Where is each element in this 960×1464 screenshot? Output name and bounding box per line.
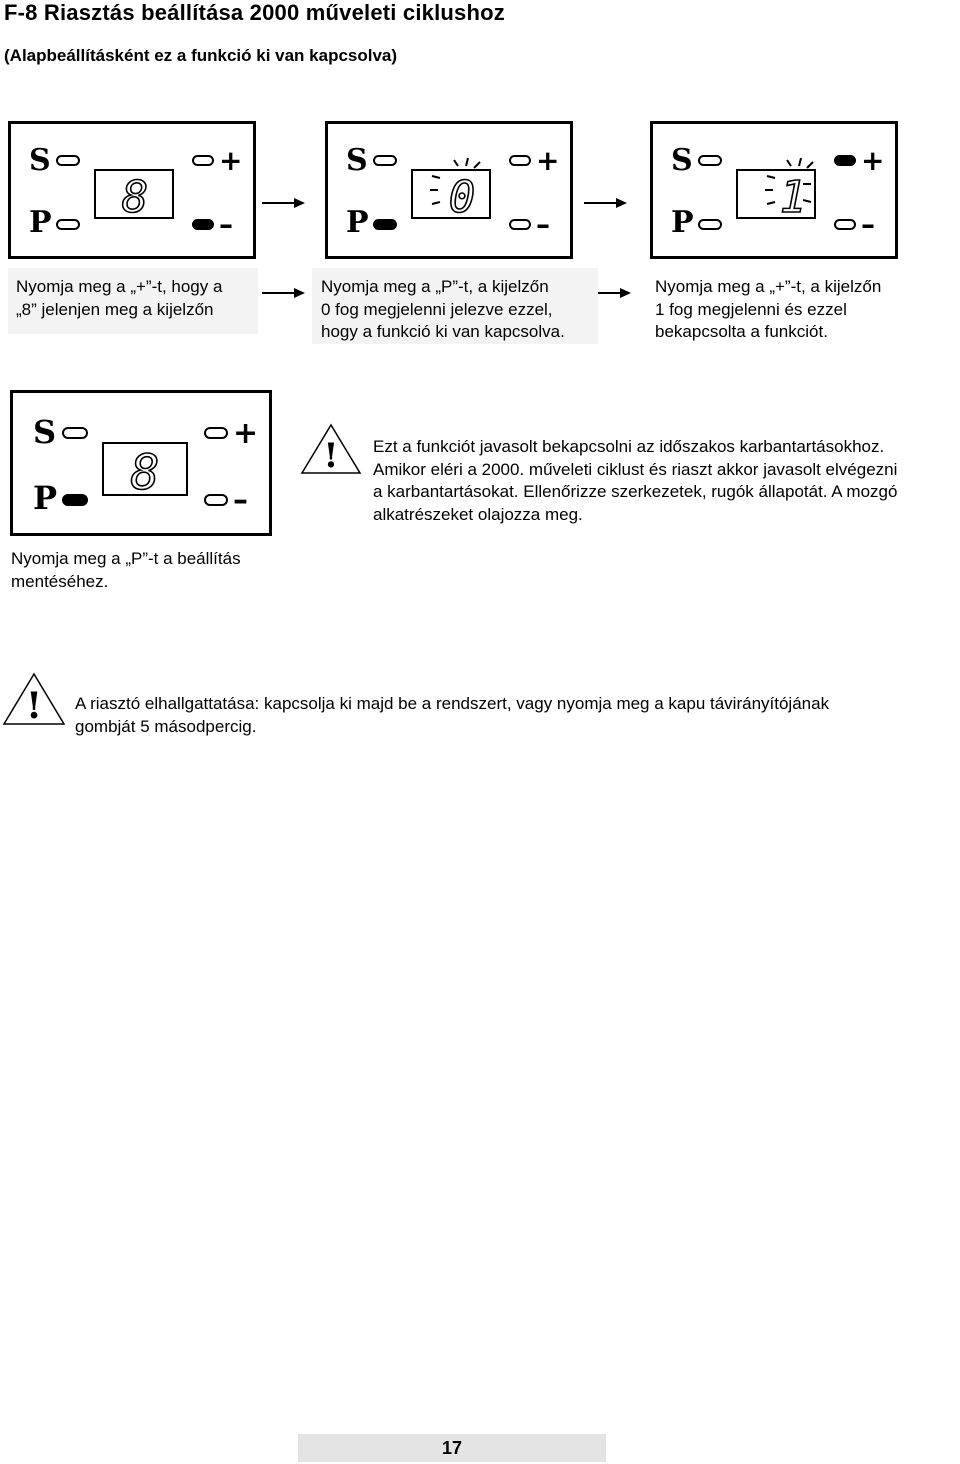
display-panel-1 <box>8 121 256 259</box>
s-button-label: S <box>33 413 57 451</box>
caption-3 <box>655 276 881 344</box>
p-button-label: P <box>33 479 58 517</box>
plus-button-label: + <box>219 144 243 177</box>
s-indicator-led <box>699 156 721 165</box>
p-indicator-led <box>57 220 79 229</box>
minus-indicator-led <box>193 220 213 229</box>
caption-line: Nyomja meg a „P”-t a beállítás <box>11 549 241 568</box>
display-digit: 1 <box>779 172 807 223</box>
p-indicator-led <box>699 220 721 229</box>
minus-indicator-led <box>205 495 227 505</box>
display-digit: 8 <box>130 445 160 501</box>
p-indicator-led <box>374 220 396 229</box>
minus-indicator-led <box>510 220 530 229</box>
caption-line: Nyomja meg a „+”-t, a kijelzőn <box>655 277 882 296</box>
note-line: gombját 5 másodpercig. <box>75 716 257 736</box>
warning-triangle-icon <box>300 423 362 475</box>
note-line: A riasztó elhallgattatása: kapcsolja ki majd be a rendszert, vagy nyomja meg a kapu távirányítójának <box>75 694 830 713</box>
caption-line: hogy a funkció ki van kapcsolva. <box>321 322 565 341</box>
display-panel-2 <box>325 121 573 259</box>
minus-button-label: – <box>219 208 233 241</box>
svg-text:!: ! <box>323 436 339 475</box>
s-indicator-led <box>63 428 87 438</box>
p-button-label: P <box>671 205 694 240</box>
plus-button-label: + <box>536 144 560 177</box>
svg-text:!: ! <box>26 685 42 726</box>
caption-line: mentéséhez. <box>11 571 109 591</box>
note-line: alkatrészeket olajozza meg. <box>373 504 583 524</box>
p-button-label: P <box>346 205 369 240</box>
s-indicator-led <box>374 156 396 165</box>
caption-1 <box>16 276 222 321</box>
plus-indicator-led <box>510 156 530 165</box>
arrow-right-icon <box>262 286 306 300</box>
display-digit: 8 <box>121 172 149 223</box>
caption-2 <box>321 276 565 344</box>
p-button-label: P <box>29 205 52 240</box>
caption-line: Nyomja meg a „P”-t, a kijelzőn <box>321 277 549 296</box>
note-line: Ezt a funkciót javasolt bekapcsolni az időszakos karbantartásokhoz. <box>373 437 885 456</box>
warning-note-1 <box>373 436 897 526</box>
caption-line: Nyomja meg a „+”-t, hogy a <box>16 277 223 296</box>
s-button-label: S <box>29 143 51 178</box>
display-panel-4 <box>10 390 272 536</box>
minus-button-label: – <box>536 208 550 241</box>
caption-line: bekapcsolta a funkciót. <box>655 322 828 341</box>
warning-triangle-icon <box>2 672 66 726</box>
s-indicator-led <box>57 156 79 165</box>
plus-button-label: + <box>861 144 885 177</box>
plus-indicator-led <box>193 156 213 165</box>
page-number: 17 <box>298 1434 606 1462</box>
page-subtitle: (Alapbeállításként ez a funkció ki van kapcsolva) <box>4 46 398 65</box>
p-indicator-led <box>63 495 87 505</box>
warning-note-2 <box>75 693 829 738</box>
caption-line: 0 fog megjelenni jelezve ezzel, <box>321 299 553 319</box>
note-line: Amikor eléri a 2000. műveleti ciklust és riaszt akkor javasolt elvégezni <box>373 459 898 479</box>
minus-indicator-led <box>835 220 855 229</box>
caption-4 <box>11 548 241 593</box>
arrow-right-icon <box>584 196 628 210</box>
display-panel-3 <box>650 121 898 259</box>
s-button-label: S <box>346 143 368 178</box>
plus-indicator-led <box>835 156 855 165</box>
plus-indicator-led <box>205 428 227 438</box>
display-digit: 0 <box>448 172 476 223</box>
caption-line: „8” jelenjen meg a kijelzőn <box>16 299 214 319</box>
note-line: a karbantartásokat. Ellenőrizze szerkezetek, rugók állapotát. A mozgó <box>373 482 898 501</box>
arrow-right-icon <box>262 196 306 210</box>
s-button-label: S <box>671 143 693 178</box>
page-title: F-8 Riasztás beállítása 2000 műveleti ciklushoz <box>4 0 505 25</box>
minus-button-label: – <box>233 483 248 518</box>
plus-button-label: + <box>233 416 259 451</box>
minus-button-label: – <box>861 208 875 241</box>
caption-line: 1 fog megjelenni és ezzel <box>655 299 847 319</box>
